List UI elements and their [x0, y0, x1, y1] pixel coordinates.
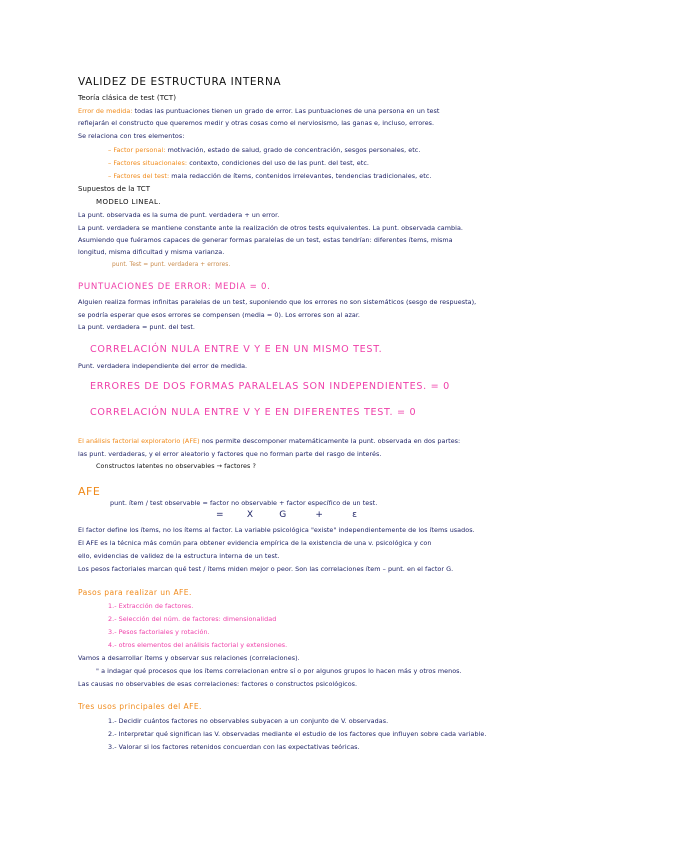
- text-line: se podría esperar que esos errores se compensen (media = 0). Los errores son al azar.: [78, 311, 360, 319]
- text-line: " a indagar qué procesos que los ítems correlacionan entre sí o por algunos grupos lo hacen más y otros menos.: [96, 667, 462, 675]
- heading-usos-afe: Tres usos principales del AFE.: [78, 702, 202, 711]
- section-heading-supuestos: Supuestos de la TCT: [78, 185, 151, 193]
- heading-afe: AFE: [78, 485, 101, 498]
- section-heading-tct: Teoría clásica de test (TCT): [78, 93, 177, 102]
- formula-line: punt. ítem / test observable = factor no observable + factor específico de un test.: [110, 499, 378, 507]
- text-line: El AFE es la técnica más común para obtener evidencia empírica de la existencia de una v. psicológica y con: [78, 539, 432, 547]
- text-line: Las causas no observables de esas correlaciones: factores o constructos psicológicos.: [78, 680, 358, 688]
- text-line: La punt. verdadera se mantiene constante ante la realización de otros tests equivalentes. La punt. observada cambia.: [78, 224, 463, 232]
- page-title: VALIDEZ DE ESTRUCTURA INTERNA: [78, 76, 282, 88]
- text-line: las punt. verdaderas, y el error aleatorio y factores que no forman parte del rasgo de interés.: [78, 450, 382, 458]
- list-item: [108, 172, 431, 181]
- list-term: – Factores situacionales:: [108, 159, 188, 167]
- formula-line: punt. Test = punt. verdadera + errores.: [112, 262, 231, 268]
- list-term: 3.- Pesos factoriales y rotación.: [108, 628, 210, 636]
- text-line: reflejarán el constructo que queremos medir y otras cosas como el nerviosismo, las ganas e, incluso, errores.: [78, 119, 435, 127]
- heading-correlacion-diferentes-test: CORRELACIÓN NULA ENTRE V Y E EN DIFERENTES TEST. = 0: [90, 407, 417, 418]
- heading-pasos-afe: Pasos para realizar un AFE.: [78, 588, 192, 597]
- list-item: 3.- Valorar si los factores retenidos concuerdan con las expectativas teóricas.: [108, 743, 360, 751]
- text-fragment: mala redacción de ítems, contenidos irrelevantes, tendencias tradicionales, etc.: [169, 172, 432, 180]
- list-item: [108, 602, 193, 611]
- equation-symbols: = X G + ε: [216, 510, 358, 520]
- list-item: 1.- Decidir cuántos factores no observables subyacen a un conjunto de V. observadas.: [108, 717, 389, 725]
- list-item: [108, 628, 210, 637]
- list-item: 2.- Interpretar qué significan las V. observadas mediante el estudio de los factores que influyen sobre cada variable.: [108, 730, 487, 738]
- afe-term: El análisis factorial exploratorio (AFE): [78, 437, 200, 445]
- text-fragment: contexto, condiciones del uso de las punt. del test, etc.: [187, 159, 369, 167]
- list-item: [108, 159, 369, 168]
- text-line: Asumiendo que fuéramos capaces de generar formas paralelas de un test, estas tendrían: diferentes ítems, misma: [78, 236, 453, 244]
- list-term: 2.- Selección del núm. de factores: dimensionalidad: [108, 615, 277, 623]
- list-term: 1.- Extracción de factores.: [108, 602, 194, 610]
- text-line: La punt. verdadera = punt. del test.: [78, 323, 196, 331]
- heading-error-media: PUNTUACIONES DE ERROR: MEDIA = 0.: [78, 282, 271, 292]
- text-line: Alguien realiza formas infinitas paralelas de un test, suponiendo que los errores no son sistemáticos (sesgo de respuesta),: [78, 298, 477, 306]
- text-fragment: motivación, estado de salud, grado de concentración, sesgos personales, etc.: [165, 146, 421, 154]
- text-line: [78, 437, 460, 446]
- error-term: Error de medida:: [78, 107, 133, 115]
- text-line: [78, 107, 439, 116]
- list-term: – Factores del test:: [108, 172, 170, 180]
- list-term: – Factor personal:: [108, 146, 166, 154]
- subheading-modelo-lineal: MODELO LINEAL.: [96, 198, 161, 206]
- text-line: longitud, misma dificultad y misma varianza.: [78, 248, 225, 256]
- text-fragment: todas las puntuaciones tienen un grado de error. Las puntuaciones de una persona en un test: [132, 107, 440, 115]
- list-item: [108, 641, 287, 650]
- text-line: Constructos latentes no observables → factores ?: [96, 462, 256, 470]
- heading-correlacion-mismo-test: CORRELACIÓN NULA ENTRE V Y E EN UN MISMO TEST.: [90, 344, 383, 355]
- text-line: Se relaciona con tres elementos:: [78, 132, 185, 140]
- list-item: [108, 615, 276, 624]
- text-line: Los pesos factoriales marcan qué test / ítems miden mejor o peor. Son las correlaciones ítem – punt. en el factor G.: [78, 565, 454, 573]
- heading-errores-independientes: ERRORES DE DOS FORMAS PARALELAS SON INDEPENDIENTES. = 0: [90, 381, 450, 392]
- text-line: Vamos a desarrollar ítems y observar sus relaciones (correlaciones).: [78, 654, 300, 662]
- list-term: 4.- otros elementos del análisis factorial y extensiones.: [108, 641, 288, 649]
- text-line: Punt. verdadera independiente del error de medida.: [78, 362, 248, 370]
- list-item: [108, 146, 420, 155]
- text-line: La punt. observada es la suma de punt. verdadera + un error.: [78, 211, 280, 219]
- text-line: ello, evidencias de validez de la estructura interna de un test.: [78, 552, 280, 560]
- text-fragment: nos permite descomponer matemáticamente la punt. observada en dos partes:: [199, 437, 461, 445]
- text-line: El factor define los ítems, no los ítems al factor. La variable psicológica "existe" independientemente de los ítems usados.: [78, 526, 475, 534]
